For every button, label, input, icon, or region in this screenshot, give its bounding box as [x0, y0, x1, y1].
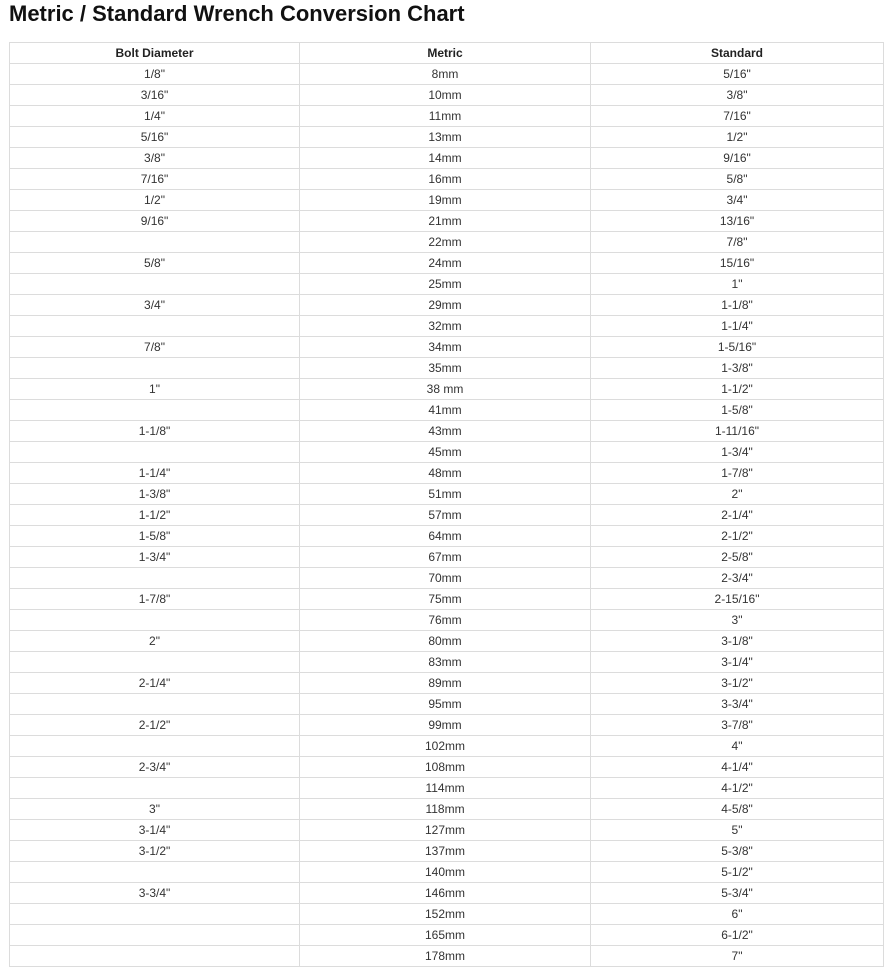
standard-cell: 5-3/4": [591, 883, 884, 904]
standard-cell: 4": [591, 736, 884, 757]
metric-cell: 165mm: [300, 925, 591, 946]
bolt-diameter-cell: 2-3/4": [10, 757, 300, 778]
metric-cell: 80mm: [300, 631, 591, 652]
bolt-diameter-cell: 9/16": [10, 211, 300, 232]
bolt-diameter-cell: [10, 232, 300, 253]
metric-cell: 64mm: [300, 526, 591, 547]
standard-cell: 4-5/8": [591, 799, 884, 820]
metric-cell: 41mm: [300, 400, 591, 421]
bolt-diameter-cell: 1/2": [10, 190, 300, 211]
bolt-diameter-cell: [10, 778, 300, 799]
table-row: [10, 631, 884, 652]
bolt-diameter-cell: 1-1/2": [10, 505, 300, 526]
table-row: [10, 190, 884, 211]
metric-cell: 21mm: [300, 211, 591, 232]
table-row: [10, 820, 884, 841]
bolt-diameter-cell: 1": [10, 379, 300, 400]
table-row: [10, 904, 884, 925]
table-row: [10, 694, 884, 715]
bolt-diameter-cell: 5/8": [10, 253, 300, 274]
standard-cell: 13/16": [591, 211, 884, 232]
standard-cell: 2-1/4": [591, 505, 884, 526]
table-row: [10, 715, 884, 736]
table-row: [10, 148, 884, 169]
header-metric: Metric: [300, 43, 591, 64]
bolt-diameter-cell: 7/8": [10, 337, 300, 358]
standard-cell: 6": [591, 904, 884, 925]
table-row: [10, 358, 884, 379]
conversion-table: [9, 42, 884, 967]
bolt-diameter-cell: [10, 862, 300, 883]
metric-cell: 70mm: [300, 568, 591, 589]
header-row: [10, 43, 884, 64]
standard-cell: 1/2": [591, 127, 884, 148]
metric-cell: 108mm: [300, 757, 591, 778]
bolt-diameter-cell: 1-7/8": [10, 589, 300, 610]
standard-cell: 3-3/4": [591, 694, 884, 715]
standard-cell: 3-1/8": [591, 631, 884, 652]
bolt-diameter-cell: 1-1/8": [10, 421, 300, 442]
metric-cell: 24mm: [300, 253, 591, 274]
standard-cell: 1-1/2": [591, 379, 884, 400]
metric-cell: 89mm: [300, 673, 591, 694]
bolt-diameter-cell: 1-5/8": [10, 526, 300, 547]
bolt-diameter-cell: [10, 736, 300, 757]
metric-cell: 25mm: [300, 274, 591, 295]
standard-cell: 3/8": [591, 85, 884, 106]
table-row: [10, 484, 884, 505]
standard-cell: 3-7/8": [591, 715, 884, 736]
metric-cell: 22mm: [300, 232, 591, 253]
table-row: [10, 85, 884, 106]
metric-cell: 34mm: [300, 337, 591, 358]
table-row: [10, 232, 884, 253]
metric-cell: 48mm: [300, 463, 591, 484]
metric-cell: 8mm: [300, 64, 591, 85]
bolt-diameter-cell: 3": [10, 799, 300, 820]
table-row: [10, 379, 884, 400]
standard-cell: 5/8": [591, 169, 884, 190]
standard-cell: 5-1/2": [591, 862, 884, 883]
table-row: [10, 946, 884, 967]
metric-cell: 35mm: [300, 358, 591, 379]
bolt-diameter-cell: 3/4": [10, 295, 300, 316]
metric-cell: 75mm: [300, 589, 591, 610]
metric-cell: 67mm: [300, 547, 591, 568]
bolt-diameter-cell: 3/16": [10, 85, 300, 106]
standard-cell: 1-7/8": [591, 463, 884, 484]
table-row: [10, 169, 884, 190]
table-row: [10, 778, 884, 799]
bolt-diameter-cell: [10, 946, 300, 967]
bolt-diameter-cell: 5/16": [10, 127, 300, 148]
metric-cell: 95mm: [300, 694, 591, 715]
standard-cell: 1-3/4": [591, 442, 884, 463]
bolt-diameter-cell: 2-1/2": [10, 715, 300, 736]
bolt-diameter-cell: [10, 568, 300, 589]
table-body: [10, 64, 884, 967]
bolt-diameter-cell: 3-1/4": [10, 820, 300, 841]
metric-cell: 83mm: [300, 652, 591, 673]
bolt-diameter-cell: 2-1/4": [10, 673, 300, 694]
standard-cell: 15/16": [591, 253, 884, 274]
standard-cell: 4-1/4": [591, 757, 884, 778]
bolt-diameter-cell: [10, 610, 300, 631]
bolt-diameter-cell: [10, 904, 300, 925]
bolt-diameter-cell: 3-1/2": [10, 841, 300, 862]
metric-cell: 57mm: [300, 505, 591, 526]
bolt-diameter-cell: [10, 316, 300, 337]
page-title: Metric / Standard Wrench Conversion Chart: [9, 1, 465, 26]
bolt-diameter-cell: 1/8": [10, 64, 300, 85]
standard-cell: 5-3/8": [591, 841, 884, 862]
table-row: [10, 526, 884, 547]
standard-cell: 2-5/8": [591, 547, 884, 568]
table-row: [10, 127, 884, 148]
standard-cell: 9/16": [591, 148, 884, 169]
table-row: [10, 400, 884, 421]
metric-cell: 102mm: [300, 736, 591, 757]
table-row: [10, 316, 884, 337]
standard-cell: 2": [591, 484, 884, 505]
metric-cell: 32mm: [300, 316, 591, 337]
standard-cell: 1-11/16": [591, 421, 884, 442]
bolt-diameter-cell: [10, 925, 300, 946]
metric-cell: 127mm: [300, 820, 591, 841]
standard-cell: 1-5/8": [591, 400, 884, 421]
header-bolt-diameter: Bolt Diameter: [10, 43, 300, 64]
metric-cell: 76mm: [300, 610, 591, 631]
bolt-diameter-cell: [10, 274, 300, 295]
bolt-diameter-cell: [10, 400, 300, 421]
table-row: [10, 547, 884, 568]
table-row: [10, 421, 884, 442]
standard-cell: 4-1/2": [591, 778, 884, 799]
metric-cell: 29mm: [300, 295, 591, 316]
standard-cell: 7": [591, 946, 884, 967]
standard-cell: 1-3/8": [591, 358, 884, 379]
standard-cell: 1-5/16": [591, 337, 884, 358]
standard-cell: 7/16": [591, 106, 884, 127]
header-standard: Standard: [591, 43, 884, 64]
metric-cell: 137mm: [300, 841, 591, 862]
standard-cell: 5": [591, 820, 884, 841]
standard-cell: 1-1/4": [591, 316, 884, 337]
bolt-diameter-cell: [10, 694, 300, 715]
bolt-diameter-cell: [10, 442, 300, 463]
table-row: [10, 883, 884, 904]
standard-cell: 1": [591, 274, 884, 295]
table-row: [10, 610, 884, 631]
metric-cell: 38 mm: [300, 379, 591, 400]
table-row: [10, 589, 884, 610]
standard-cell: 3-1/2": [591, 673, 884, 694]
metric-cell: 146mm: [300, 883, 591, 904]
standard-cell: 6-1/2": [591, 925, 884, 946]
table-row: [10, 106, 884, 127]
table-row: [10, 841, 884, 862]
bolt-diameter-cell: 7/16": [10, 169, 300, 190]
metric-cell: 99mm: [300, 715, 591, 736]
metric-cell: 140mm: [300, 862, 591, 883]
table-row: [10, 652, 884, 673]
metric-cell: 16mm: [300, 169, 591, 190]
table-row: [10, 673, 884, 694]
table-row: [10, 862, 884, 883]
bolt-diameter-cell: 1-1/4": [10, 463, 300, 484]
table-row: [10, 463, 884, 484]
metric-cell: 152mm: [300, 904, 591, 925]
metric-cell: 51mm: [300, 484, 591, 505]
table-row: [10, 799, 884, 820]
table-row: [10, 211, 884, 232]
metric-cell: 19mm: [300, 190, 591, 211]
standard-cell: 3": [591, 610, 884, 631]
standard-cell: 2-3/4": [591, 568, 884, 589]
table-row: [10, 757, 884, 778]
metric-cell: 45mm: [300, 442, 591, 463]
standard-cell: 2-15/16": [591, 589, 884, 610]
standard-cell: 3-1/4": [591, 652, 884, 673]
table-row: [10, 505, 884, 526]
bolt-diameter-cell: 1-3/4": [10, 547, 300, 568]
table-row: [10, 925, 884, 946]
bolt-diameter-cell: 3-3/4": [10, 883, 300, 904]
bolt-diameter-cell: [10, 652, 300, 673]
standard-cell: 7/8": [591, 232, 884, 253]
metric-cell: 10mm: [300, 85, 591, 106]
standard-cell: 3/4": [591, 190, 884, 211]
table-row: [10, 568, 884, 589]
table-row: [10, 274, 884, 295]
table-row: [10, 736, 884, 757]
metric-cell: 13mm: [300, 127, 591, 148]
metric-cell: 14mm: [300, 148, 591, 169]
metric-cell: 11mm: [300, 106, 591, 127]
table-row: [10, 64, 884, 85]
metric-cell: 43mm: [300, 421, 591, 442]
table-header: [10, 43, 884, 64]
metric-cell: 114mm: [300, 778, 591, 799]
table-row: [10, 295, 884, 316]
standard-cell: 5/16": [591, 64, 884, 85]
metric-cell: 118mm: [300, 799, 591, 820]
bolt-diameter-cell: 2": [10, 631, 300, 652]
table-row: [10, 442, 884, 463]
standard-cell: 1-1/8": [591, 295, 884, 316]
bolt-diameter-cell: [10, 358, 300, 379]
table-row: [10, 253, 884, 274]
standard-cell: 2-1/2": [591, 526, 884, 547]
bolt-diameter-cell: 3/8": [10, 148, 300, 169]
bolt-diameter-cell: 1/4": [10, 106, 300, 127]
metric-cell: 178mm: [300, 946, 591, 967]
bolt-diameter-cell: 1-3/8": [10, 484, 300, 505]
table-row: [10, 337, 884, 358]
